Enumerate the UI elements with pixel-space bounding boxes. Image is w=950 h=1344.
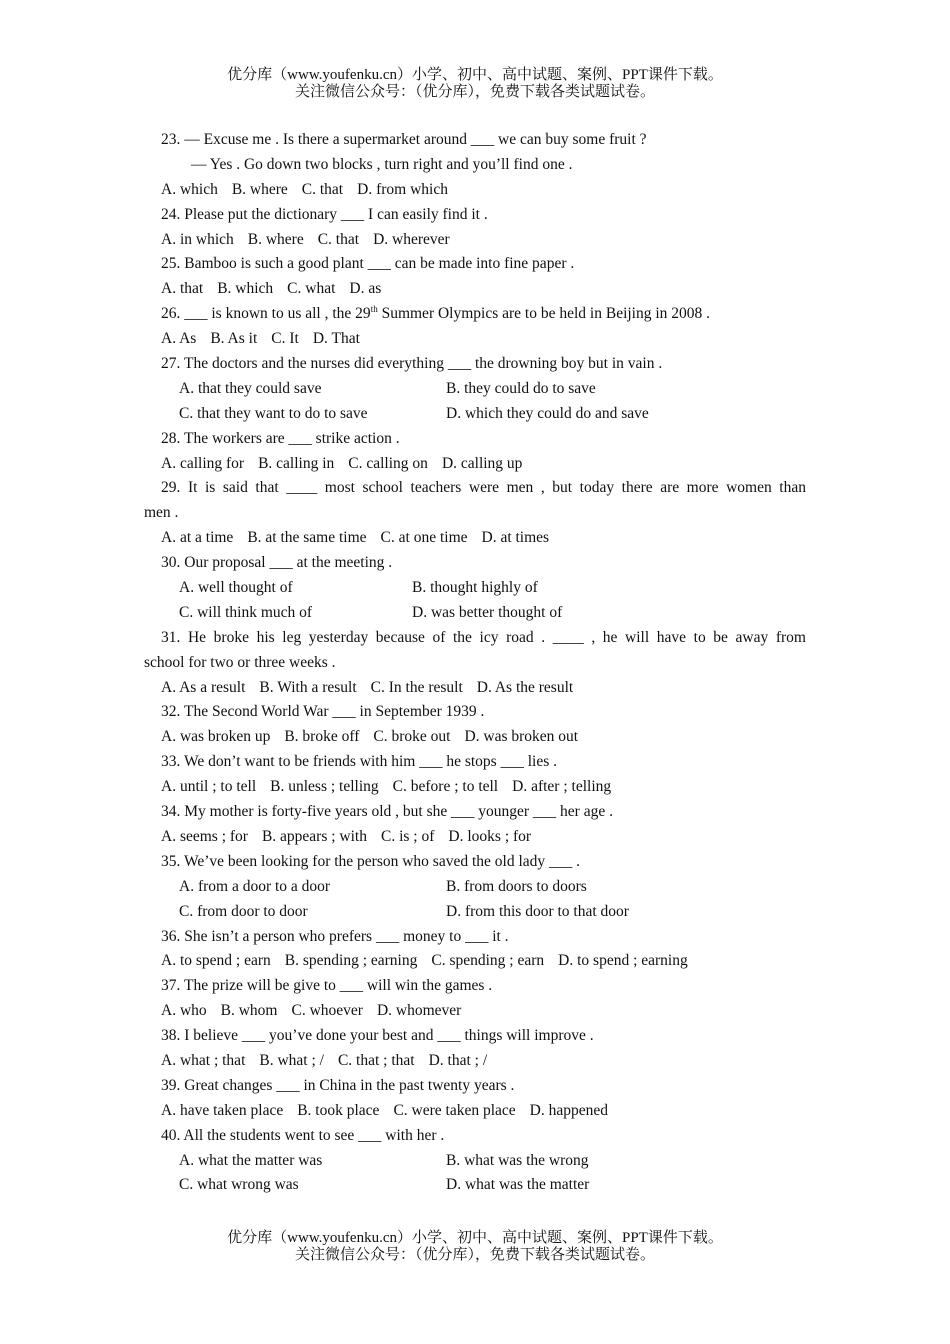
question-35-options-row-1 (144, 875, 806, 900)
question-30-stem: 30. Our proposal ___ at the meeting . (161, 554, 393, 572)
option-b: B. As it (210, 330, 258, 348)
option-b: B. With a result (259, 678, 357, 696)
option-b: B. which (217, 280, 274, 298)
question-35-stem: 35. We’ve been looking for the person who saved the old lady ___ . (161, 852, 581, 870)
option-d: D. that ; / (428, 1051, 488, 1069)
option-c: C. calling on (348, 454, 428, 472)
question-list (144, 128, 806, 1198)
option-c: C. before ; to tell (392, 778, 499, 796)
question-26-stem-end: Summer Olympics are to be held in Beijing in 2008 . (377, 305, 711, 323)
option-c: C. whoever (291, 1002, 363, 1020)
question-36-options (144, 949, 806, 974)
question-34-stem: 34. My mother is forty-five years old , but she ___ younger ___ her age . (161, 803, 613, 821)
question-25-options (144, 277, 806, 302)
option-c: C. spending ; earn (431, 952, 545, 970)
question-30-options-row-1 (144, 576, 806, 601)
option-b: B. appears ; with (261, 827, 367, 845)
option-a: A. until ; to tell (161, 778, 257, 796)
question-31-stem: 31. He broke his leg yesterday because of the icy road . ____ , he will have to be away from (161, 628, 806, 646)
option-d: D. whomever (376, 1002, 462, 1020)
question-33-stem: 33. We don’t want to be friends with him ___ he stops ___ lies . (161, 753, 557, 771)
question-23-options (144, 178, 806, 203)
question-29-stem: 29. It is said that ____ most school teachers were men , but today there are more women than (161, 479, 806, 497)
question-31-stem-continued: school for two or three weeks . (144, 653, 336, 671)
question-27-stem: 27. The doctors and the nurses did everything ___ the drowning boy but in vain . (161, 355, 663, 373)
option-c: C. broke out (373, 728, 451, 746)
option-a: A. calling for (161, 454, 245, 472)
option-d: D. what was the matter (446, 1176, 590, 1194)
question-40-options-row-2 (144, 1173, 806, 1198)
question-29-stem-continued: men . (144, 504, 179, 522)
option-a: A. from a door to a door (179, 877, 331, 895)
footer-line-2: 关注微信公众号：（优分库），免费下载各类试题试卷。 (294, 1247, 655, 1263)
option-d: D. looks ; for (448, 827, 532, 845)
ordinal-suffix: th (370, 304, 378, 315)
option-a: A. well thought of (179, 579, 293, 597)
question-35-options-row-2 (144, 900, 806, 925)
option-a: A. in which (161, 230, 234, 248)
option-d: D. happened (529, 1101, 608, 1119)
question-23-reply: — Yes . Go down two blocks , turn right and you’ll find one . (191, 155, 573, 173)
header-line-2: 关注微信公众号：（优分库），免费下载各类试题试卷。 (294, 84, 655, 100)
option-b: B. where (247, 230, 304, 248)
question-34-options (144, 825, 806, 850)
option-b: B. they could do to save (446, 379, 596, 397)
question-26-stem-start: 26. ___ is known to us all , the 29 (161, 305, 371, 323)
option-c: C. what wrong was (179, 1176, 299, 1194)
option-c: C. were taken place (393, 1101, 516, 1119)
option-c: C. It (271, 330, 299, 348)
option-a: A. have taken place (161, 1101, 284, 1119)
page-footer (0, 1230, 950, 1264)
option-d: D. after ; telling (512, 778, 612, 796)
question-40-options-row-1 (144, 1149, 806, 1174)
option-d: D. That (312, 330, 360, 348)
header-line-1: 优分库（www.youfenku.cn）小学、初中、高中试题、案例、PPT课件下载。 (227, 67, 723, 83)
option-d: D. which they could do and save (446, 404, 649, 422)
option-b: B. whom (220, 1002, 278, 1020)
footer-line-1: 优分库（www.youfenku.cn）小学、初中、高中试题、案例、PPT课件下载。 (227, 1230, 723, 1246)
question-32-options (144, 725, 806, 750)
option-a: A. what the matter was (179, 1151, 323, 1169)
question-29-options (144, 526, 806, 551)
question-27-options-row-2 (144, 402, 806, 427)
option-d: D. to spend ; earning (558, 952, 688, 970)
option-d: D. as (349, 280, 382, 298)
question-31-options (144, 676, 806, 701)
option-c: C. will think much of (179, 603, 313, 621)
option-d: D. from which (357, 180, 448, 198)
question-25-stem: 25. Bamboo is such a good plant ___ can be made into fine paper . (161, 255, 575, 273)
option-c: C. that (317, 230, 360, 248)
question-24-stem: 24. Please put the dictionary ___ I can easily find it . (161, 205, 488, 223)
question-37-stem: 37. The prize will be give to ___ will win the games . (161, 977, 493, 995)
option-c: C. that ; that (337, 1051, 415, 1069)
question-37-options (144, 999, 806, 1024)
option-c: C. is ; of (381, 827, 435, 845)
option-b: B. took place (297, 1101, 380, 1119)
option-d: D. wherever (373, 230, 450, 248)
option-c: C. that (301, 180, 344, 198)
question-26-stem (144, 302, 806, 327)
option-d: D. was broken out (464, 728, 579, 746)
option-c: C. what (287, 280, 336, 298)
option-a: A. As a result (161, 678, 246, 696)
option-a: A. at a time (161, 529, 234, 547)
option-a: A. that they could save (179, 379, 322, 397)
option-b: B. spending ; earning (284, 952, 418, 970)
page-header (0, 67, 950, 101)
question-39-stem: 39. Great changes ___ in China in the past twenty years . (161, 1076, 515, 1094)
option-b: B. at the same time (247, 529, 367, 547)
question-27-options-row-1 (144, 377, 806, 402)
question-26-options (144, 327, 806, 352)
option-b: B. broke off (284, 728, 360, 746)
option-c: C. from door to door (179, 902, 308, 920)
option-b: B. from doors to doors (446, 877, 587, 895)
option-d: D. from this door to that door (446, 902, 629, 920)
option-d: D. was better thought of (412, 603, 563, 621)
option-a: A. seems ; for (161, 827, 248, 845)
option-b: B. what ; / (259, 1051, 324, 1069)
option-a: A. who (161, 1002, 207, 1020)
question-32-stem: 32. The Second World War ___ in September 1939 . (161, 703, 485, 721)
question-28-stem: 28. The workers are ___ strike action . (161, 429, 400, 447)
question-39-options (144, 1099, 806, 1124)
question-23-stem: 23. — Excuse me . Is there a supermarket around ___ we can buy some fruit ? (161, 131, 647, 148)
option-a: A. was broken up (161, 728, 271, 746)
question-30-options-row-2 (144, 601, 806, 626)
option-a: A. what ; that (161, 1051, 246, 1069)
question-38-options (144, 1049, 806, 1074)
option-b: B. calling in (258, 454, 335, 472)
option-b: B. what was the wrong (446, 1151, 589, 1169)
question-38-stem: 38. I believe ___ you’ve done your best and ___ things will improve . (161, 1027, 594, 1045)
option-b: B. unless ; telling (270, 778, 379, 796)
question-40-stem: 40. All the students went to see ___ with her . (161, 1126, 445, 1144)
option-c: C. In the result (370, 678, 463, 696)
option-d: D. calling up (441, 454, 523, 472)
question-24-options (144, 228, 806, 253)
option-a: A. As (161, 330, 197, 348)
option-a: A. that (161, 280, 204, 298)
option-d: D. at times (481, 529, 550, 547)
option-b: B. where (231, 180, 288, 198)
question-28-options (144, 452, 806, 477)
option-c: C. at one time (380, 529, 468, 547)
option-a: A. to spend ; earn (161, 952, 271, 970)
option-b: B. thought highly of (412, 579, 538, 597)
option-c: C. that they want to do to save (179, 404, 368, 422)
option-d: D. As the result (476, 678, 574, 696)
option-a: A. which (161, 180, 218, 198)
question-36-stem: 36. She isn’t a person who prefers ___ money to ___ it . (161, 927, 509, 945)
question-33-options (144, 775, 806, 800)
